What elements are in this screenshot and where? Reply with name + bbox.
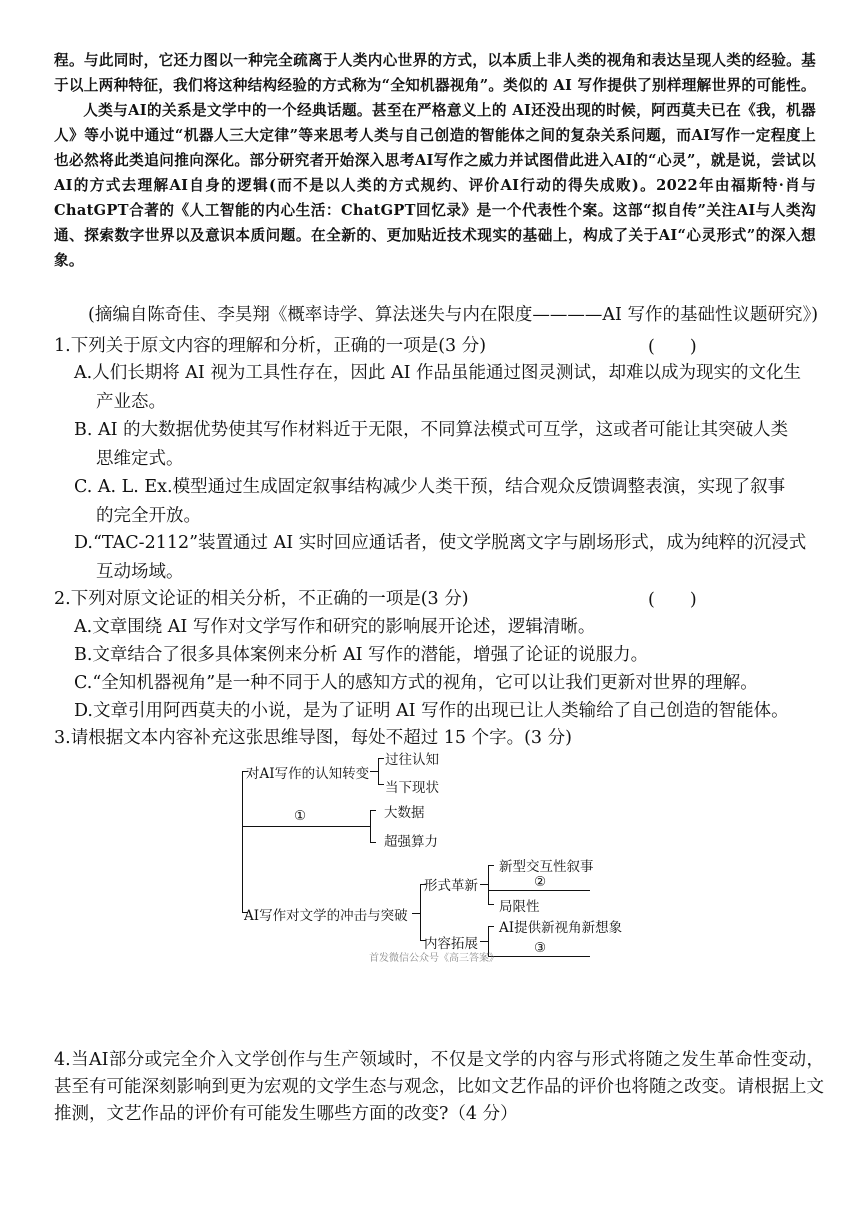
connector bbox=[370, 771, 378, 772]
passage-paragraph-1: 程。与此同时，它还力图以一种完全疏离于人类内心世界的方式，以本质上非人类的视角和表达呈现人类的经验。基于以上两种特征，我们将这种结构经验的方式称为“全知机器视角”。类似的 AI 写作提供了别样理解世界的可能性。 bbox=[54, 52, 816, 94]
question-1-option-b bbox=[74, 416, 814, 474]
bracket bbox=[370, 810, 371, 843]
option-c-line2: 的完全开放。 bbox=[96, 506, 201, 526]
node-content-expansion: 内容拓展 bbox=[424, 936, 478, 952]
node-impact-breakthrough: AI写作对文学的冲击与突破 bbox=[244, 908, 408, 924]
bracket-tick bbox=[370, 810, 376, 811]
node-new-perspective: AI提供新视角新想象 bbox=[499, 920, 623, 936]
question-2-stem: 2.下列对原文论证的相关分析，不正确的一项是(3 分) bbox=[54, 589, 469, 609]
option-c-line1: C. A. L. Ex.模型通过生成固定叙事结构减少人类干预，结合观众反馈调整表演，实现了叙事 bbox=[74, 477, 786, 497]
blank-3-marker: ③ bbox=[534, 940, 547, 956]
connector bbox=[355, 826, 370, 827]
option-d-line2: 互动场域。 bbox=[96, 562, 184, 582]
node-big-data: 大数据 bbox=[384, 805, 425, 821]
node-past-cognition: 过往认知 bbox=[385, 752, 439, 768]
option-a-line1: A.人们长期将 AI 视为工具性存在，因此 AI 作品虽能通过图灵测试，却难以成为现实的文化生 bbox=[74, 363, 802, 383]
bracket-tick bbox=[488, 904, 494, 905]
bracket-tick bbox=[370, 842, 376, 843]
blank-3-line bbox=[488, 956, 590, 957]
question-1-stem: 1.下列关于原文内容的理解和分析，正确的一项是(3 分) bbox=[54, 336, 487, 356]
passage bbox=[54, 48, 816, 273]
blank-2-line bbox=[488, 890, 590, 891]
node-limitations: 局限性 bbox=[499, 899, 540, 915]
question-1-option-c bbox=[74, 473, 814, 531]
blank-2-marker: ② bbox=[534, 874, 547, 890]
blank-1-marker: ① bbox=[294, 808, 307, 824]
bracket bbox=[488, 865, 489, 905]
question-2-option-b: B.文章结合了很多具体案例来分析 AI 写作的潜能，增强了论证的说服力。 bbox=[74, 645, 649, 665]
option-b-line1: B. AI 的大数据优势使其写作材料近于无限，不同算法模式可互学，这或者可能让其突破人类 bbox=[74, 420, 789, 440]
source-citation: (摘编自陈奇佳、李昊翔《概率诗学、算法迷失与内在限度————AI 写作的基础性议题研究》) bbox=[88, 305, 819, 325]
bracket-tick bbox=[488, 865, 494, 866]
passage-paragraph-2: 人类与AI的关系是文学中的一个经典话题。甚至在严格意义上的 AI还没出现的时候，阿西莫夫已在《我，机器人》等小说中通过“机器人三大定律”等来思考人类与自己创造的智能体之间的复杂关系问题，而AI写作一定程度上也必然将此类追问推向深化。部分研究者开始深入思考AI写作之威力并试图借此进入AI的“心灵”，就是说，尝试以AI的方式去理解AI自身的逻辑(而不是以人类的方式规约、评价AI行动的得失成败)。2022年由福斯特·肖与ChatGPT合著的《人工智能的内心生活：ChatGPT回忆录》是一个代表性个案。这部“拟自传”关注AI与人类沟通、探索数字世界以及意识本质问题。在全新的、更加贴近技术现实的基础上，构成了关于AI“心灵形式”的深入想象。 bbox=[54, 102, 816, 269]
connector bbox=[480, 941, 488, 942]
bracket bbox=[420, 884, 421, 941]
option-b-line2: 思维定式。 bbox=[96, 449, 184, 469]
watermark: 首发微信公众号《高三答案》 bbox=[369, 953, 499, 964]
trunk-line bbox=[242, 771, 243, 913]
question-1-answer-paren: ( ) bbox=[648, 337, 697, 357]
node-current-status: 当下现状 bbox=[385, 780, 439, 796]
node-computing-power: 超强算力 bbox=[384, 834, 438, 850]
question-2-answer-paren: ( ) bbox=[648, 590, 697, 610]
question-2-option-c: C.“全知机器视角”是一种不同于人的感知方式的视角，它可以让我们更新对世界的理解。 bbox=[74, 673, 758, 693]
bracket-tick bbox=[488, 926, 494, 927]
node-cognition-shift: 对AI写作的认知转变 bbox=[246, 766, 370, 782]
question-1-option-a bbox=[74, 359, 814, 417]
question-1-option-d bbox=[74, 529, 814, 587]
option-d-line1: D.“TAC-2112”装置通过 AI 实时回应通话者，使文学脱离文字与剧场形式，成为纯粹的沉浸式 bbox=[74, 533, 807, 553]
bracket bbox=[378, 758, 379, 785]
option-a-line2: 产业态。 bbox=[96, 392, 166, 412]
node-form-innovation: 形式革新 bbox=[424, 878, 478, 894]
blank-1-line bbox=[242, 826, 355, 827]
node-interactive-narrative: 新型交互性叙事 bbox=[499, 859, 594, 875]
bracket-tick bbox=[378, 784, 384, 785]
connector bbox=[480, 884, 488, 885]
question-3-stem: 3.请根据文本内容补充这张思维导图，每处不超过 15 个字。(3 分) bbox=[54, 728, 572, 748]
connector bbox=[412, 913, 420, 914]
question-2-option-d: D.文章引用阿西莫夫的小说，是为了证明 AI 写作的出现已让人类输给了自己创造的智能体。 bbox=[74, 701, 789, 721]
question-4: 4.当AI部分或完全介入文学创作与生产领域时，不仅是文学的内容与形式将随之发生革命性变动，甚至有可能深刻影响到更为宏观的文学生态与观念，比如文艺作品的评价也将随之改变。请根据上文推测，文艺作品的评价有可能发生哪些方面的改变?（4 分） bbox=[54, 1050, 824, 1124]
question-2-option-a: A.文章围绕 AI 写作对文学写作和研究的影响展开论述，逻辑清晰。 bbox=[74, 617, 596, 637]
bracket-tick bbox=[378, 758, 384, 759]
